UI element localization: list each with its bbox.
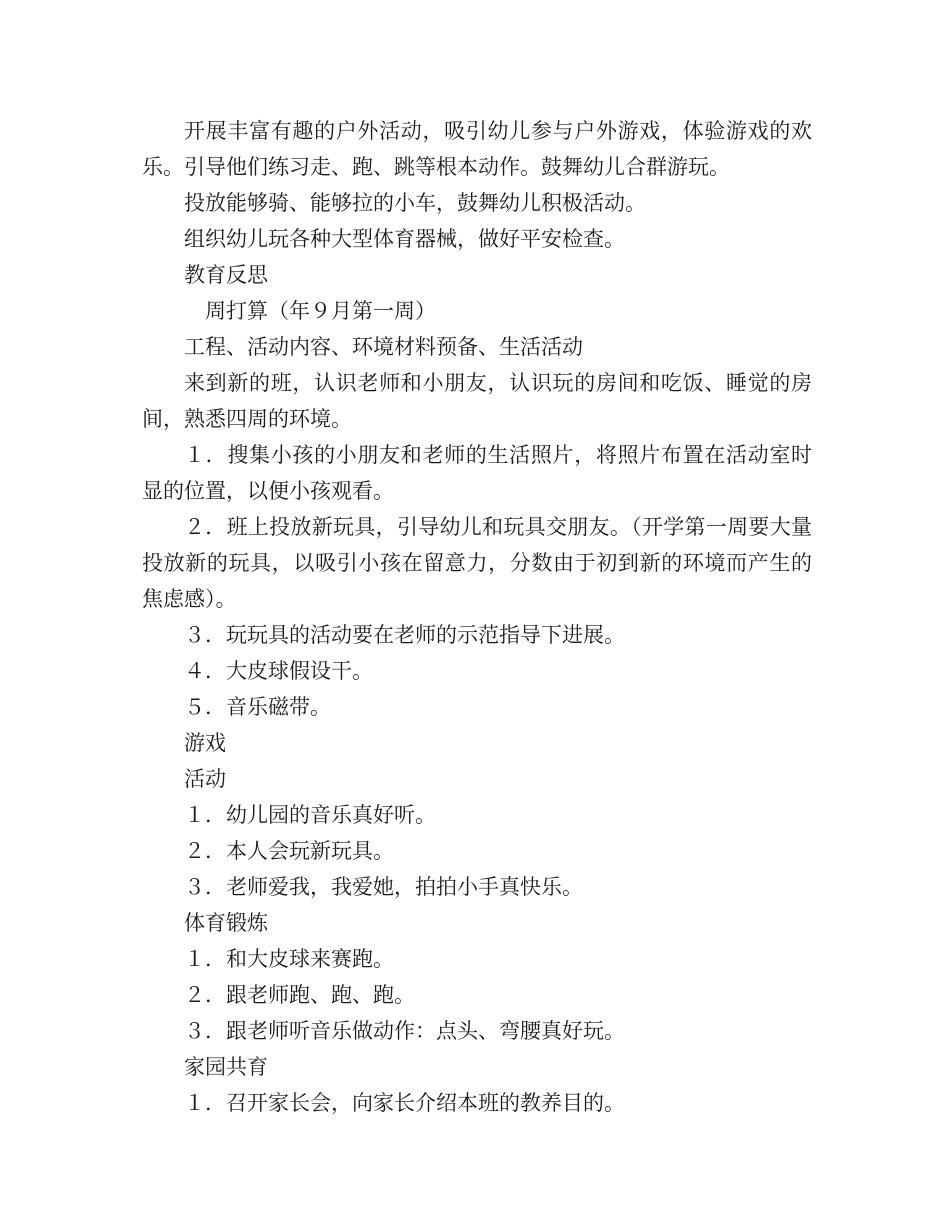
heading-games: 游戏 [184, 731, 226, 755]
list-item-parent-meeting: １．召开家长会，向家长介绍本班的教养目的。 [184, 1091, 625, 1115]
list-item-new-toys: ２．班上投放新玩具，引导幼儿和玩具交朋友。（开学第一周要大量投放新的玩具，以吸引小孩在留意力，分数由于初到新的环境而产生的焦虑感）。 [142, 515, 812, 611]
list-item-music-movement: ３．跟老师听音乐做动作：点头、弯腰真好玩。 [184, 1019, 625, 1043]
list-item-teacher-loves-me: ３．老师爱我，我爱她，拍拍小手真快乐。 [184, 875, 583, 899]
heading-activities: 活动 [184, 767, 226, 791]
paragraph-outdoor-activities: 开展丰富有趣的户外活动，吸引幼儿参与户外游戏，体验游戏的欢乐。引导他们练习走、跑、跳等根本动作。鼓舞幼儿合群游玩。 [142, 119, 812, 179]
paragraph-sports-equipment: 组织幼儿玩各种大型体育器械，做好平安检查。 [184, 227, 625, 251]
list-item-big-balls: ４．大皮球假设干。 [184, 659, 373, 683]
heading-weekly-plan: 周打算（年９月第一周） [205, 299, 436, 323]
heading-home-school: 家园共育 [184, 1055, 268, 1079]
document-body [142, 113, 812, 1121]
paragraph-toy-cars: 投放能够骑、能够拉的小车，鼓舞幼儿积极活动。 [184, 191, 646, 215]
list-item-race-ball: １．和大皮球来赛跑。 [184, 947, 394, 971]
list-item-run-with-teacher: ２．跟老师跑、跑、跑。 [184, 983, 415, 1007]
list-item-music-tape: ５．音乐磁带。 [184, 695, 331, 719]
heading-plan-columns: 工程、活动内容、环境材料预备、生活活动 [184, 335, 583, 359]
list-item-photos: １．搜集小孩的小朋友和老师的生活照片，将照片布置在活动室时显的位置，以便小孩观看。 [142, 443, 812, 503]
list-item-kindergarten-music: １．幼儿园的音乐真好听。 [184, 803, 436, 827]
heading-education-reflection: 教育反思 [184, 263, 268, 287]
list-item-play-new-toys: ２．本人会玩新玩具。 [184, 839, 394, 863]
heading-physical-exercise: 体育锻炼 [184, 911, 268, 935]
paragraph-new-class: 来到新的班，认识老师和小朋友，认识玩的房间和吃饭、睡觉的房间，熟悉四周的环境。 [142, 371, 812, 431]
list-item-toy-demo: ３．玩玩具的活动要在老师的示范指导下进展。 [184, 623, 625, 647]
